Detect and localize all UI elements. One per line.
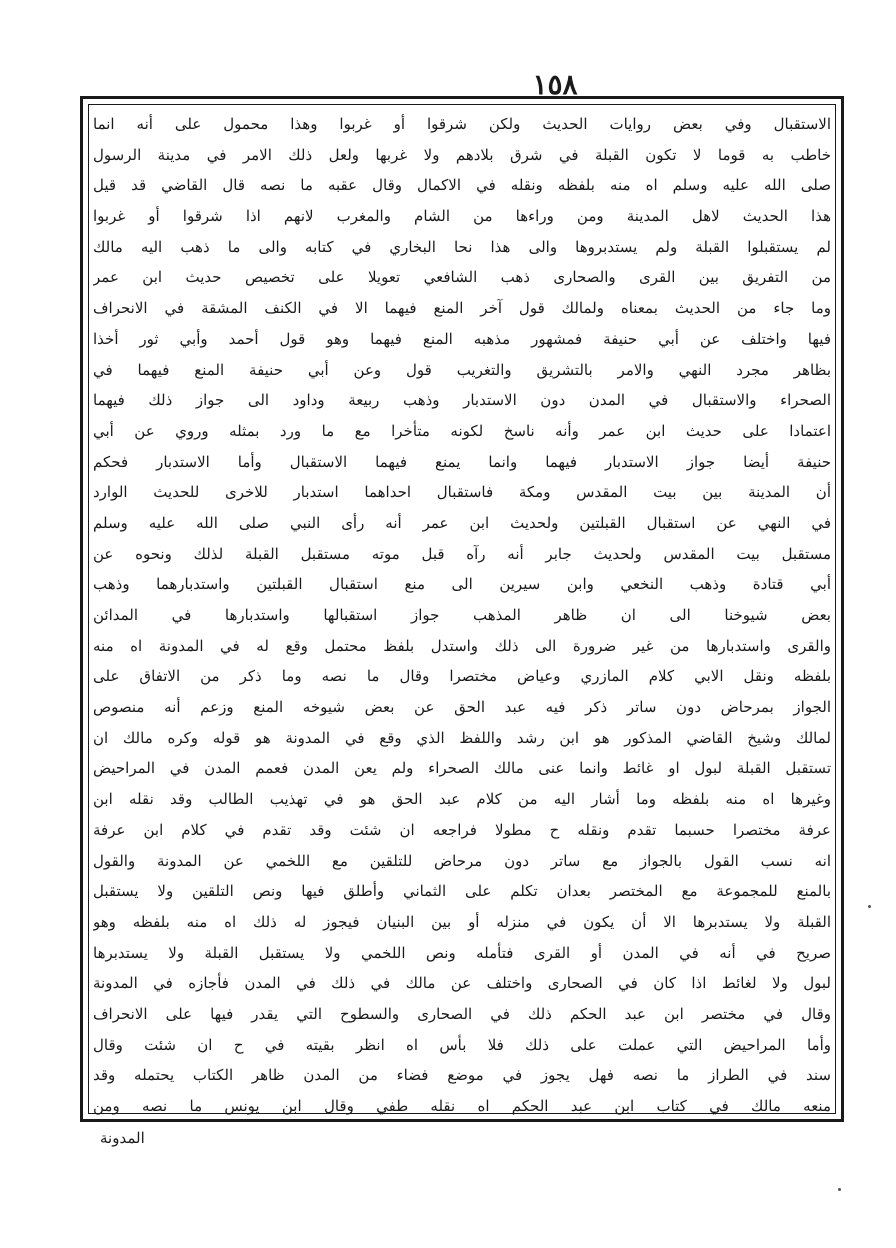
text-line: بظاهر مجرد النهي والامر بالتشريق والتغريب قول وعن أبي حنيفة المنع فيهما في xyxy=(93,360,831,379)
text-line: لمالك وشيخ القاضي المذكور هو ابن رشد واللفظ الذي وقع في المدونة هو قوله وكره مالك ان xyxy=(93,728,831,747)
text-line: هذا الحديث لاهل المدينة ومن وراءها من الشام والمغرب لانهم اذا شرقوا أو غربوا xyxy=(93,207,831,226)
text-line: خاطب به قوما لا تكون القبلة في شرق بلادهم ولا غربها ولعل ذلك الامر في مدينة الرسول xyxy=(93,145,831,164)
text-line: مستقبل بيت المقدس ولحديث جابر أنه رآه قبل موته مستقبل القبلة لذلك ونحوه عن xyxy=(93,544,831,563)
page-number: ١٥٨ xyxy=(532,68,578,101)
text-line: الصحراء والاستقبال في المدن دون الاستدبار وذهب ربيعة وداود الى جواز ذلك فيهما xyxy=(93,391,831,410)
text-line: الجواز بمرحاض دون ساتر ذكر فيه عبد الحق عن بعض شيوخه المنع وزعم أنه منصوص xyxy=(93,698,831,717)
text-line: في النهي عن استقبال القبلتين ولحديث ابن عمر أنه رأى النبي صلى الله عليه وسلم xyxy=(93,513,831,532)
text-line: الاستقبال وفي بعض روايات الحديث ولكن شرقوا أو غربوا وهذا محمول على أنه انما xyxy=(93,115,831,133)
paper-speck xyxy=(838,1188,841,1191)
text-line: صلى الله عليه وسلم اه منه بلفظه ونقله في الاكمال وقال عقبه ما نصه قال القاضي قد قيل xyxy=(93,176,831,195)
text-line: من التفريق بين القرى والصحارى ذهب الشافعي تعويلا على تخصيص حديث ابن عمر xyxy=(93,268,831,287)
text-line: وما جاء من الحديث بمعناه ولمالك قول آخر المنع فيهما الا في الكنف المشقة في الانحراف xyxy=(93,299,831,318)
text-line: انه نسب القول بالجواز مع ساتر دون مرحاض للتلقين مع اللخمي عن المدونة والقول xyxy=(93,851,831,870)
text-line: بالمنع للمجموعة مع المختصر بعدان تكلم على الثماني وأطلق فيها ونص التلقين ولا يستقبل xyxy=(93,882,831,901)
text-line: عرفة مختصرا حسبما تقدم ونقله ح مطولا فراجعه ان شئت وقد تقدم في كلام ابن عرفة xyxy=(93,820,831,839)
text-line: القبلة ولا يستدبرها الا أن يكون في منزله أو بين البنيان فيجوز له ذلك اه منه بلفظه وهو xyxy=(93,912,831,931)
text-line: سند في الطراز ما نصه فهل يجوز في موضع فضاء من المدن ظاهر الكتاب يحتمله وقد xyxy=(93,1066,831,1085)
text-line: صريح في أنه في المدن أو القرى فتأمله ونص اللخمي ولا يستقبل القبلة ولا يستدبرها xyxy=(93,943,831,962)
text-line: أبي قتادة وذهب النخعي وابن سيرين الى منع استقبال القبلتين واستدبارهما وذهب xyxy=(93,575,831,594)
text-frame xyxy=(80,96,844,1122)
text-line: وأما المراحيض التي عملت على ذلك فلا بأس اه انظر بقيته في ح ان شئت وقال xyxy=(93,1035,831,1054)
text-line: والقرى واستدبارها من غير ضرورة الى ذلك واستدل بلفظ محتمل وقع له في المدونة اه منه xyxy=(93,636,831,655)
text-line: بعض شيوخنا الى ان ظاهر المذهب جواز استقبالها واستدبارها في المدائن xyxy=(93,606,831,624)
text-line: حنيفة أيضا جواز الاستدبار فيهما وانما يمنع فيهما الاستقبال وأما الاستدبار فحكم xyxy=(93,452,831,471)
text-line: اعتمادا على حديث ابن عمر وأنه ناسخ لكونه متأخرا مع ما ورد بمثله وروي عن أبي xyxy=(93,421,831,440)
text-line: تستقبل القبلة لبول او غائط وانما عنى مالك الصحراء ولم يعن المدن فعمم المدن في المراحيض xyxy=(93,759,831,778)
text-line: بلفظه ونقل الابي كلام المازري وعياض مختصرا وقال ما نصه وما ذكر من الاتفاق على xyxy=(93,667,831,686)
catchword: المدونة xyxy=(100,1129,145,1147)
text-line: وقال في مختصر ابن عبد الحكم ذلك في الصحارى والسطوح التي يقدر فيها على الانحراف xyxy=(93,1004,831,1023)
text-line: وغيرها اه منه بلفظه وما أشار اليه من كلام عبد الحق هو في تهذيب الطالب وقد نقله ابن xyxy=(93,790,831,809)
text-line: لبول ولا لغائط اذا كان في الصحارى واختلف عن مالك في ذلك في المدن فأجازه في المدونة xyxy=(93,974,831,993)
text-line: أن المدينة بين بيت المقدس ومكة فاستقبال احداهما استدبار للاخرى للحديث الوارد xyxy=(93,483,831,502)
text-line: منعه مالك في كتاب ابن عبد الحكم اه نقله طفي وقال ابن يونس ما نصه ومن xyxy=(93,1097,831,1115)
text-line: لم يستقبلوا القبلة ولم يستدبروها والى هذا نحا البخاري في كتابه والى ما ذهب اليه مالك xyxy=(93,237,831,256)
body-text xyxy=(93,109,831,1115)
text-line: فيها واختلف عن أبي حنيفة فمشهور مذهبه المنع فيهما وهو قول أحمد وأبي ثور أخذا xyxy=(93,329,831,348)
paper-speck xyxy=(868,905,871,908)
